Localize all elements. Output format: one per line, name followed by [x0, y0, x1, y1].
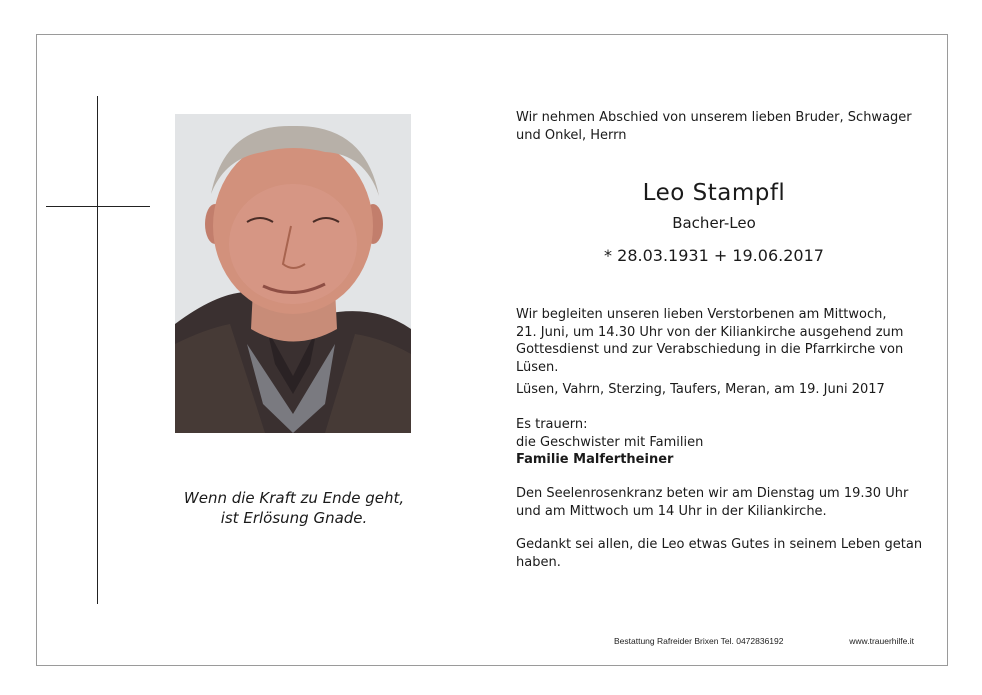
- funeral-line: 21. Juni, um 14.30 Uhr von der Kiliankirche ausgehend zum: [516, 324, 904, 340]
- footer: [614, 636, 914, 646]
- memorial-motto: [150, 488, 438, 528]
- motto-line: ist Erlösung Gnade.: [220, 509, 368, 527]
- funeral-line: Gottesdienst und zur Verabschiedung in die Pfarrkirche von: [516, 342, 904, 357]
- thanks-text: [516, 536, 923, 571]
- intro-line: Wir nehmen Abschied von unserem lieben Bruder, Schwager: [516, 110, 912, 125]
- deceased-name: Leo Stampfl: [642, 180, 786, 206]
- website-link[interactable]: www.trauerhilfe.it: [849, 636, 914, 646]
- rosary-line: und am Mittwoch um 14 Uhr in der Kiliankirche.: [516, 503, 827, 519]
- cross-vertical-bar: [97, 96, 98, 604]
- rosary-line: Den Seelenrosenkranz beten wir am Dienstag um 19.30 Uhr: [516, 486, 909, 501]
- thanks-line: Gedankt sei allen, die Leo etwas Gutes in seinem Leben getan: [516, 537, 923, 552]
- life-dates: * 28.03.1931 + 19.06.2017: [604, 246, 824, 265]
- mourners-heading: Es trauern:: [516, 417, 588, 432]
- place-date-line: Lüsen, Vahrn, Sterzing, Taufers, Meran, am 19. Juni 2017: [516, 382, 885, 397]
- rosary-info: [516, 485, 909, 520]
- place-date: [516, 381, 896, 399]
- funeral-announcement: [516, 306, 904, 376]
- funeral-line: Lüsen.: [516, 359, 559, 375]
- intro-text: [516, 109, 912, 144]
- mourners-block: [516, 416, 896, 469]
- funeral-line: Wir begleiten unseren lieben Verstorbenen am Mittwoch,: [516, 307, 887, 322]
- portrait-photo: [175, 114, 411, 433]
- cross-horizontal-bar: [46, 206, 150, 207]
- thanks-line: haben.: [516, 554, 561, 570]
- undertaker-info: Bestattung Rafreider Brixen Tel. 0472836192: [614, 636, 784, 646]
- deceased-alias: Bacher-Leo: [672, 214, 756, 232]
- mourners-line: Familie Malfertheiner: [516, 452, 674, 467]
- intro-line: und Onkel, Herrn: [516, 127, 627, 143]
- mourners-line: die Geschwister mit Familien: [516, 434, 704, 450]
- motto-line: Wenn die Kraft zu Ende geht,: [183, 489, 405, 507]
